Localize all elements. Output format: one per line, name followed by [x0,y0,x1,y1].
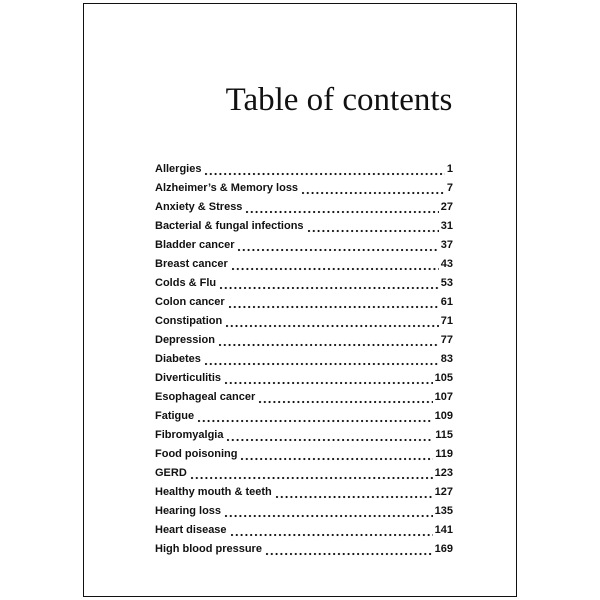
toc-entry-title: Anxiety & Stress [155,201,243,213]
toc-entry-title: Diabetes [155,353,201,365]
toc-entry-page-number: 127 [434,486,453,498]
dot-leader [231,255,439,274]
toc-entry-page-number: 107 [434,391,453,403]
dot-leader [258,388,432,407]
toc-entry-title: Fatigue [155,410,195,422]
toc-entry [155,502,453,521]
toc-entry-title: Colds & Flu [155,277,217,289]
toc-entry-title: Esophageal cancer [155,391,256,403]
toc-entry-title: Breast cancer [155,258,228,270]
toc-entry [155,426,453,445]
toc-entry [155,483,453,502]
toc-entry [155,540,453,559]
dot-leader [225,312,439,331]
dot-leader [204,160,444,179]
page-title: Table of contents [225,82,453,119]
toc-entry [155,407,453,426]
toc-list [155,160,453,559]
toc-entry-page-number: 53 [440,277,453,289]
toc-entry-title: Heart disease [155,524,227,536]
toc-entry [155,255,453,274]
toc-entry-page-number: 61 [440,296,453,308]
toc-entry [155,236,453,255]
dot-leader [204,350,439,369]
toc-entry-page-number: 7 [446,182,453,194]
toc-entry [155,160,453,179]
toc-entry [155,217,453,236]
toc-entry-title: Depression [155,334,215,346]
toc-entry [155,350,453,369]
toc-entry-title: Bacterial & fungal infections [155,220,304,232]
toc-entry-page-number: 119 [435,448,453,460]
toc-entry [155,198,453,217]
toc-entry-title: Healthy mouth & teeth [155,486,272,498]
toc-entry-title: Allergies [155,163,202,175]
toc-entry-page-number: 27 [440,201,453,213]
dot-leader [219,274,439,293]
toc-entry-title: High blood pressure [155,543,262,555]
toc-entry-page-number: 135 [434,505,453,517]
toc-entry-page-number: 37 [440,239,453,251]
toc-entry [155,179,453,198]
toc-entry [155,521,453,540]
dot-leader [275,483,433,502]
dot-leader [245,198,438,217]
toc-entry [155,274,453,293]
toc-entry-page-number: 43 [440,258,453,270]
dot-leader [224,369,433,388]
toc-entry [155,331,453,350]
toc-entry-title: Food poisoning [155,448,238,460]
toc-entry-title: Hearing loss [155,505,222,517]
toc-entry-title: Bladder cancer [155,239,235,251]
toc-entry-title: GERD [155,467,187,479]
toc-entry [155,445,453,464]
toc-entry-page-number: 141 [434,524,453,536]
dot-leader [190,464,433,483]
toc-entry-title: Colon cancer [155,296,225,308]
dot-leader [265,540,433,559]
toc-entry [155,464,453,483]
toc-entry-page-number: 31 [440,220,453,232]
dot-leader [230,521,433,540]
toc-entry-title: Fibromyalgia [155,429,224,441]
toc-entry [155,388,453,407]
dot-leader [224,502,433,521]
dot-leader [197,407,433,426]
toc-entry [155,293,453,312]
dot-leader [228,293,439,312]
toc-entry-title: Alzheimer’s & Memory loss [155,182,299,194]
dot-leader [301,179,445,198]
toc-entry-title: Constipation [155,315,223,327]
toc-entry-page-number: 115 [435,429,453,441]
dot-leader [240,445,433,464]
toc-entry-page-number: 71 [440,315,453,327]
dot-leader [237,236,438,255]
toc-entry-page-number: 77 [440,334,453,346]
dot-leader [307,217,439,236]
toc-entry-page-number: 109 [434,410,453,422]
toc-entry-page-number: 105 [434,372,453,384]
dot-leader [226,426,433,445]
toc-entry [155,369,453,388]
toc-entry-page-number: 123 [434,467,453,479]
dot-leader [218,331,439,350]
toc-entry-page-number: 83 [440,353,453,365]
toc-entry [155,312,453,331]
toc-entry-page-number: 1 [446,163,453,175]
toc-entry-title: Diverticulitis [155,372,222,384]
toc-entry-page-number: 169 [434,543,453,555]
